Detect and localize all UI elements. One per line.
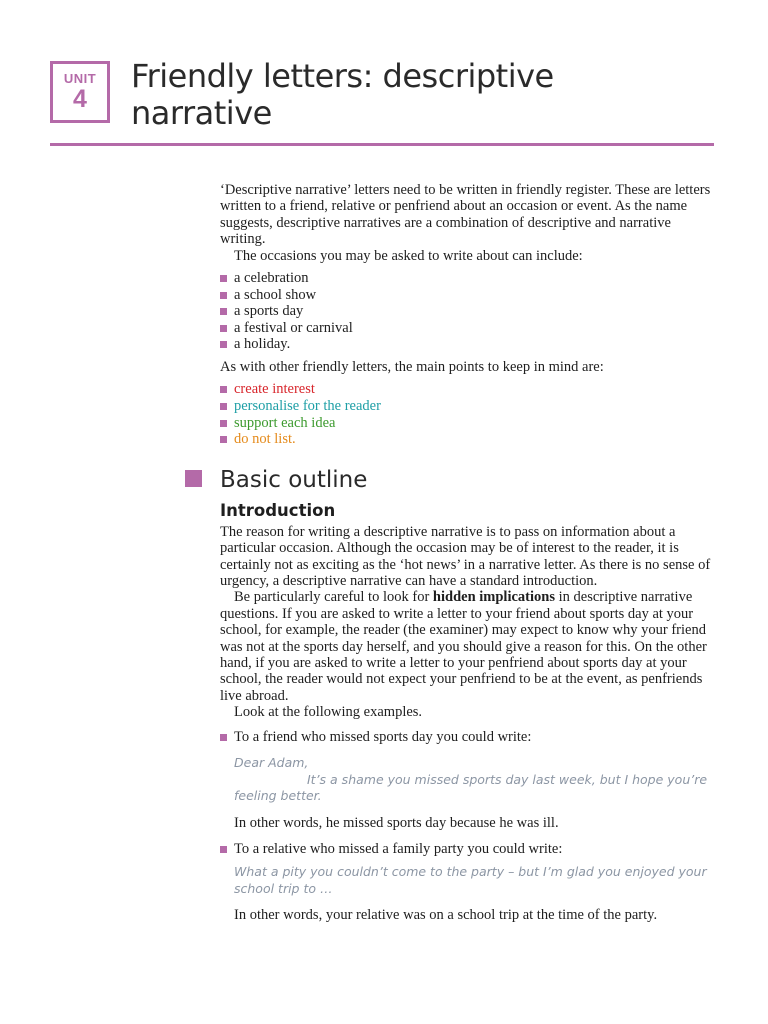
title-divider bbox=[50, 143, 714, 146]
unit-badge bbox=[50, 61, 110, 123]
example-1-body: It’s a shame you missed sports day last week, but I hope you’re feeling better. bbox=[234, 771, 708, 804]
bullet-square-icon bbox=[220, 734, 227, 741]
bullet-square-icon bbox=[220, 386, 227, 393]
list-item: To a relative who missed a family party you could write: bbox=[220, 841, 716, 858]
bullet-square-icon bbox=[220, 275, 227, 282]
point-support-idea: support each idea bbox=[234, 414, 336, 431]
example-2 bbox=[220, 841, 716, 858]
points-lead: As with other friendly letters, the main points to keep in mind are: bbox=[220, 359, 604, 375]
list-item: a sports day bbox=[220, 303, 716, 320]
example-2-block bbox=[220, 864, 716, 924]
section-title: Basic outline bbox=[220, 466, 368, 493]
subheading-introduction: Introduction bbox=[220, 500, 336, 520]
page-title bbox=[131, 58, 731, 132]
list-item bbox=[220, 398, 716, 415]
point-personalise: personalise for the reader bbox=[234, 398, 381, 414]
example-1-block bbox=[220, 755, 716, 831]
bullet-square-icon bbox=[220, 403, 227, 410]
occasions-lead: The occasions you may be asked to write about can include: bbox=[234, 247, 583, 264]
bullet-square-icon bbox=[220, 292, 227, 299]
section-square-icon bbox=[185, 470, 202, 487]
intro-paragraph: ‘Descriptive narrative’ letters need to be written in friendly register. These are letters written to a friend, relative or penfriend about an occasion or event. As the name suggests, descriptive narratives are a combination of descriptive and narrative writing. bbox=[220, 182, 711, 248]
example-2-body: What a pity you couldn’t come to the party – but I’m glad you enjoyed your school trip to … bbox=[234, 864, 707, 896]
unit-label: UNIT bbox=[63, 71, 97, 86]
example-2-explanation: In other words, your relative was on a school trip at the time of the party. bbox=[234, 907, 658, 924]
example-1 bbox=[220, 729, 716, 746]
list-item: a holiday. bbox=[220, 336, 716, 353]
list-item bbox=[220, 381, 716, 398]
page-title-line-1: Friendly letters: descriptive bbox=[131, 57, 554, 95]
bullet-square-icon bbox=[220, 846, 227, 853]
example-1-explanation: In other words, he missed sports day because he was ill. bbox=[234, 815, 559, 832]
list-item bbox=[220, 415, 716, 432]
list-item: a festival or carnival bbox=[220, 320, 716, 337]
unit-number: 4 bbox=[73, 85, 87, 113]
point-do-not-list: do not list. bbox=[234, 431, 296, 448]
page-title-line-2: narrative bbox=[131, 94, 272, 132]
list-item: a celebration bbox=[220, 270, 716, 287]
list-item: a school show bbox=[220, 287, 716, 304]
section-paragraph-2: Be particularly careful to look for hidden implications in descriptive narrative questions. If you are asked to write a letter to your friend about sports day at your school, for example, the reader (the examiner) may expect to know why your friend was not at the sports day herself, and you should give a reason for this. On the other hand, if you are asked to write a letter to your penfriend about sports day at your school, the reader would not expect your penfriend to be at the event, as penfriends live abroad. bbox=[220, 589, 707, 704]
section-heading bbox=[220, 467, 716, 497]
example-1-salutation: Dear Adam, bbox=[234, 755, 309, 771]
hidden-implications-term: hidden implications bbox=[432, 589, 555, 606]
bullet-square-icon bbox=[220, 436, 227, 443]
occasions-list bbox=[220, 270, 716, 353]
point-create-interest: create interest bbox=[234, 381, 315, 398]
list-item bbox=[220, 431, 716, 448]
section-paragraph-1: The reason for writing a descriptive narrative is to pass on information about a particular occasion. Although the occasion may be of interest to the reader, it is certainly not as exciting as the ‘hot news’ in a narrative letter. As there is no sense of urgency, a descriptive narrative can have a standard introduction. bbox=[220, 523, 711, 589]
bullet-square-icon bbox=[220, 420, 227, 427]
list-item: To a friend who missed sports day you could write: bbox=[220, 729, 716, 746]
bullet-square-icon bbox=[220, 341, 227, 348]
section-paragraph-3: Look at the following examples. bbox=[234, 704, 423, 721]
bullet-square-icon bbox=[220, 325, 227, 332]
bullet-square-icon bbox=[220, 308, 227, 315]
points-list bbox=[220, 381, 716, 447]
main-content bbox=[220, 182, 716, 924]
